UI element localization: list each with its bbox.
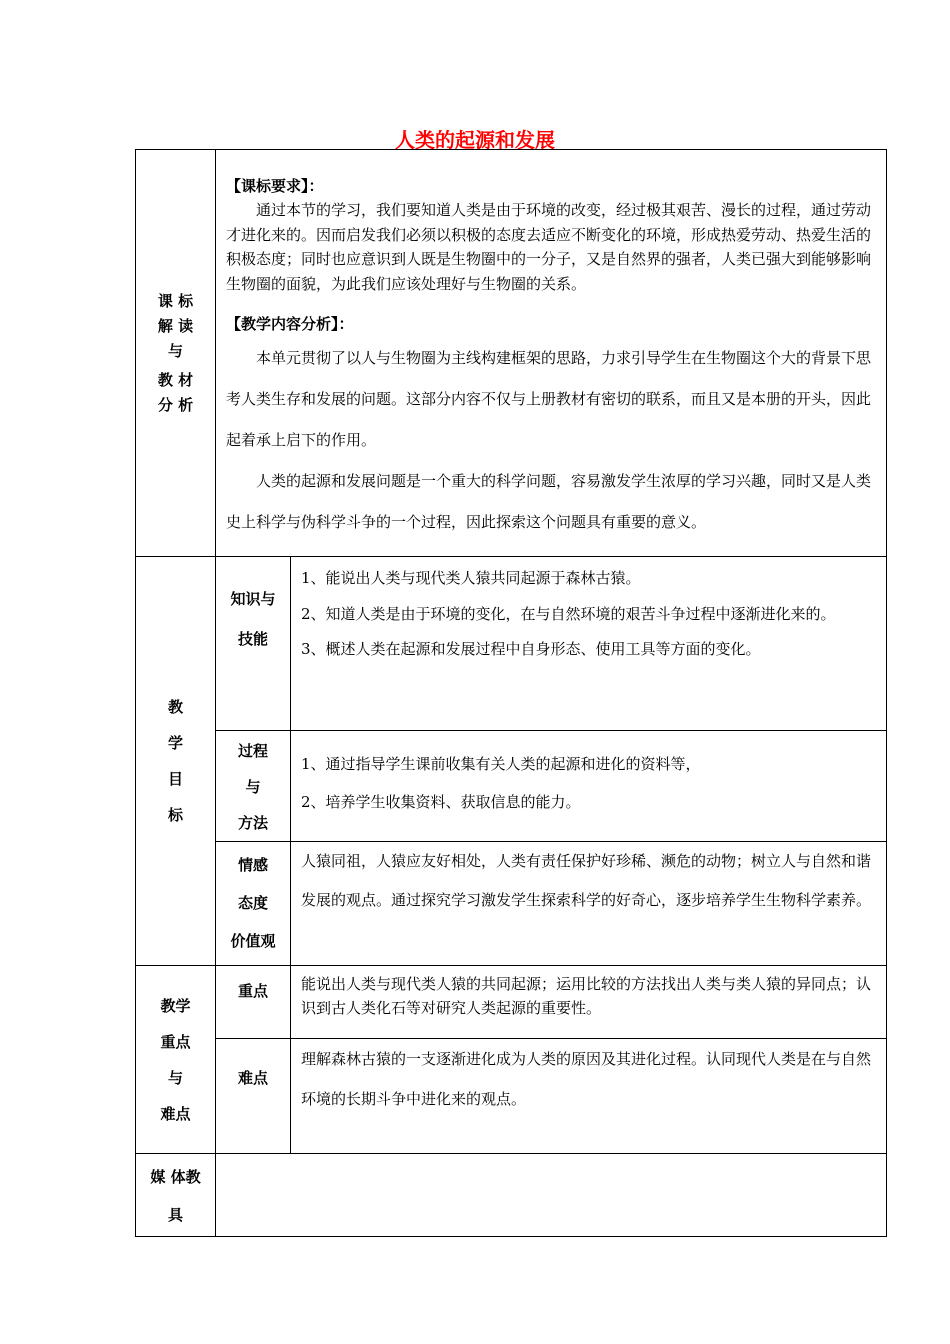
difficult-points-label: 难点 bbox=[216, 1039, 291, 1154]
key-points-content bbox=[291, 966, 887, 1039]
curriculum-requirements-heading: 【课标要求】： bbox=[226, 177, 324, 195]
knowledge-item: 3、概述人类在起源和发展过程中自身形态、使用工具等方面的变化。 bbox=[301, 640, 761, 658]
curriculum-analysis-row bbox=[136, 150, 887, 557]
key-points-text: 能说出人类与现代类人猿的共同起源；运用比较的方法找出人类与类人猿的异同点；认识到古人类化石等对研究人类起源的重要性。 bbox=[301, 975, 872, 1017]
knowledge-skills-label: 知识与 技能 bbox=[216, 557, 291, 731]
key-points-row bbox=[136, 966, 887, 1039]
curriculum-analysis-content bbox=[216, 150, 887, 557]
page-title: 人类的起源和发展 bbox=[395, 128, 555, 152]
key-points-label: 重点 bbox=[216, 966, 291, 1039]
knowledge-skills-content bbox=[291, 557, 887, 731]
process-item: 1、通过指导学生课前收集有关人类的起源和进化的资料等， bbox=[301, 755, 701, 773]
content-analysis-heading: 【教学内容分析】： bbox=[226, 315, 354, 333]
process-methods-label: 过程 与 方法 bbox=[216, 731, 291, 842]
key-difficult-label: 教学 重点 与 难点 bbox=[136, 966, 216, 1154]
knowledge-item: 2、知道人类是由于环境的变化，在与自然环境的艰苦斗争过程中逐渐进化来的。 bbox=[301, 604, 836, 623]
media-aids-row bbox=[136, 1154, 887, 1237]
content-analysis-text-1: 本单元贯彻了以人与生物圈为主线构建框架的思路，力求引导学生在生物圈这个大的背景下思考人类生存和发展的问题。这部分内容不仅与上册教材有密切的联系，而且又是本册的开头，因此起着承上启下的作用。 bbox=[226, 349, 872, 449]
curriculum-requirements-text: 通过本节的学习，我们要知道人类是由于环境的改变，经过极其艰苦、漫长的过程，通过劳动才进化来的。因而启发我们必须以积极的态度去适应不断变化的环境，形成热爱劳动、热爱生活的积极态度；同时也应意识到人既是生物圈中的一分子，又是自然界的强者，人类已强大到能够影响生物圈的面貌，为此我们应该处理好与生物圈的关系。 bbox=[226, 201, 872, 293]
content-analysis-text-2: 人类的起源和发展问题是一个重大的科学问题，容易激发学生浓厚的学习兴趣，同时又是人类史上科学与伪科学斗争的一个过程，因此探索这个问题具有重要的意义。 bbox=[226, 472, 872, 531]
lesson-plan-table bbox=[135, 149, 887, 1237]
objectives-knowledge-row bbox=[136, 557, 887, 731]
emotion-values-content bbox=[291, 842, 887, 966]
media-aids-content bbox=[216, 1154, 887, 1237]
process-methods-content bbox=[291, 731, 887, 842]
difficult-points-row bbox=[136, 1039, 887, 1154]
objectives-emotion-row bbox=[136, 842, 887, 966]
curriculum-analysis-label: 课 标 解 读 与 教 材 分 析 bbox=[136, 150, 216, 557]
difficult-points-content bbox=[291, 1039, 887, 1154]
teaching-objectives-label: 教 学 目 标 bbox=[136, 557, 216, 966]
objectives-process-row bbox=[136, 731, 887, 842]
difficult-points-text: 理解森林古猿的一支逐渐进化成为人类的原因及其进化过程。认同现代人类是在与自然环境的长期斗争中进化来的观点。 bbox=[301, 1050, 872, 1108]
process-item: 2、培养学生收集资料、获取信息的能力。 bbox=[301, 793, 581, 811]
emotion-text: 人猿同祖，人猿应友好相处，人类有责任保护好珍稀、濒危的动物；树立人与自然和谐发展的观点。通过探究学习激发学生探索科学的好奇心，逐步培养学生生物科学素养。 bbox=[301, 852, 872, 909]
knowledge-item: 1、能说出人类与现代类人猿共同起源于森林古猿。 bbox=[301, 569, 641, 587]
emotion-values-label: 情感 态度 价值观 bbox=[216, 842, 291, 966]
media-aids-label: 媒 体教 具 bbox=[136, 1154, 216, 1237]
